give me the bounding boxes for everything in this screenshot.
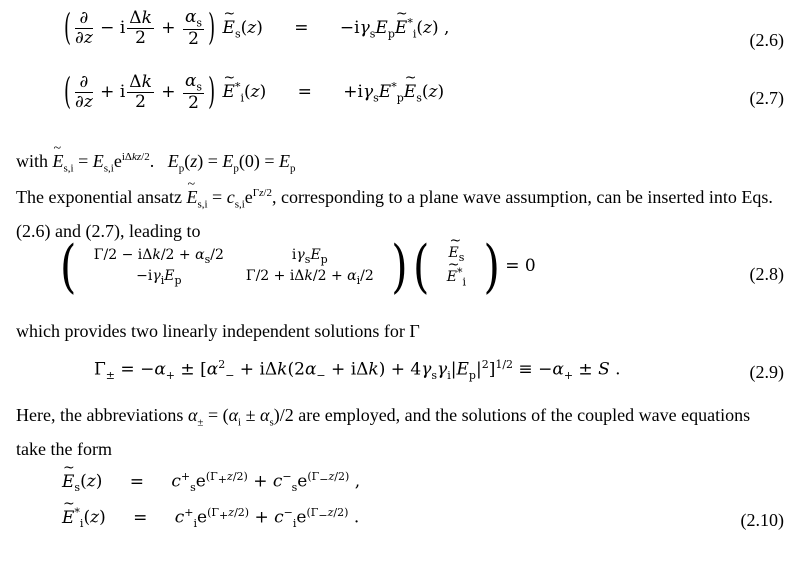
paragraph-with: with ~ $E_{s,i} = E_{s,i}e^{i\Delta kz/2}$. $E_p(z) = E_p(0) = E_p$ [16, 144, 784, 182]
equation-number: (2.6) [749, 30, 784, 50]
equation-2-9: $\Gamma_\pm = -\alpha_+ \pm [\alpha^2_- + i\Delta k(2\alpha_- + i\Delta k) + 4\gamma_s\gamma_i|E_p|^2]^{1/2} \equiv -\alpha_+ \pm S$ . [94, 358, 621, 383]
equation-2-6: ( $\frac{\partial}{\partial z}$ − i $\frac{\Delta k}{2}$ + $\frac{\alpha_s}{2}$ ) ~ $E_s(z)$ = $-i\gamma_sE_p\sim$ $E^*_i(z)$ , [62, 8, 449, 49]
equation-2-10-line2: ~ $E^*_i(z) = c^+_ie^{(\Gamma_+z/2)} + c^-_ie^{(\Gamma_-z/2)}$ . [62, 506, 359, 530]
paragraph-provides: which provides two linearly independent solutions for Γ [16, 321, 420, 341]
paragraph-ansatz: The exponential ansatz ~ $E_{s,i} = c_{s,i}e^{\Gamma z/2}$, corresponding to a plane wave assumption, can be inserted into Eqs. (2.6) and (2.7), leading to [16, 180, 784, 244]
equation-number: (2.8) [749, 264, 784, 284]
paragraph-here: Here, the abbreviations $\alpha_\pm = (\alpha_i \pm \alpha_s)/2$ are employed, and the solutions of the coupled wave equations take the form [16, 405, 751, 459]
equation-2-10-line1: ~ $E_s(z) = c^+_se^{(\Gamma_+z/2)} + c^-_se^{(\Gamma_-z/2)}$ , [62, 470, 360, 494]
equation-number: (2.10) [740, 510, 784, 530]
equation-2-7: ( $\frac{\partial}{\partial z}$ + i $\frac{\Delta k}{2}$ + $\frac{\alpha_s}{2}$ ) ~ $E^*_i(z)$ = $+i\gamma_sE^*_p\sim$ $E_s(z)$ [62, 72, 444, 113]
equation-number: (2.7) [749, 88, 784, 108]
equation-2-8: ( $\Gamma/2 - i\Delta k/2 + \alpha_s/2$ $i\gamma_sE_p$ $-i\gamma_iE_p$ $\Gamma/2 + i\Delta k/2 + \alpha_i/2$ ) ( ~ $E_s$ ~ $E^*_i$ ) = 0 [60, 242, 536, 291]
eq-rhs: = 0 [505, 256, 536, 276]
equation-number: (2.9) [749, 362, 784, 382]
